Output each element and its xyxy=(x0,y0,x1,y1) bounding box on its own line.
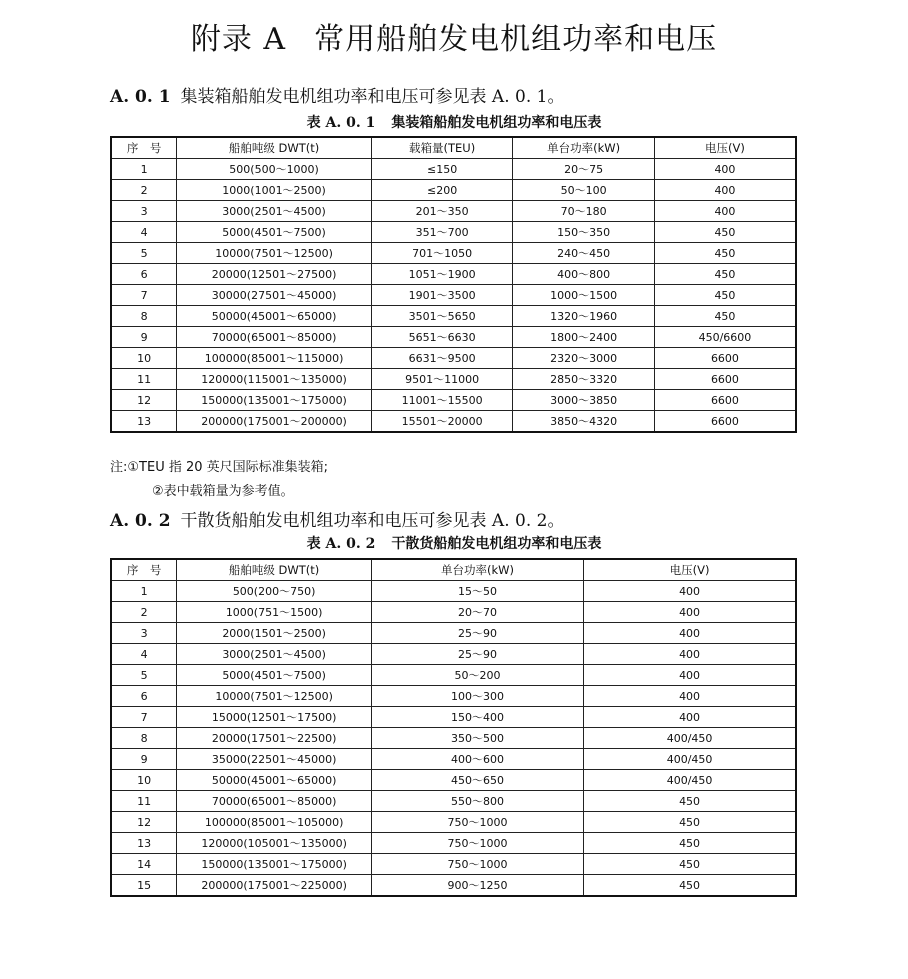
table-cell: 400～600 xyxy=(371,749,583,770)
table-row xyxy=(111,222,796,243)
table-cell: 6600 xyxy=(654,411,796,433)
table-cell: 3 xyxy=(111,623,177,644)
table-cell: 351～700 xyxy=(371,222,513,243)
table-cell: 25～90 xyxy=(371,623,583,644)
appendix-label: 附录 A xyxy=(190,22,287,57)
table-row xyxy=(111,644,796,665)
table-row xyxy=(111,833,796,854)
table-cell: 1 xyxy=(111,581,177,602)
section-number: A. 0. 2 xyxy=(110,511,171,531)
table-cell: 400 xyxy=(584,644,796,665)
table-cell: 100000(85001～115000) xyxy=(177,348,372,369)
table-cell: 3000～3850 xyxy=(513,390,655,411)
table-row xyxy=(111,201,796,222)
table-note-2: ②表中载箱量为参考值。 xyxy=(152,484,294,499)
table-cell: 70～180 xyxy=(513,201,655,222)
col-header: 船舶吨级 DWT(t) xyxy=(177,137,372,159)
table-cell: 8 xyxy=(111,728,177,749)
table-cell: 1800～2400 xyxy=(513,327,655,348)
table-cell: 2850～3320 xyxy=(513,369,655,390)
table-cell: 450 xyxy=(584,875,796,897)
table-cell: 25～90 xyxy=(371,644,583,665)
table-cell: 1000(751～1500) xyxy=(177,602,372,623)
table-cell: 6631～9500 xyxy=(371,348,513,369)
table-cell: 9501～11000 xyxy=(371,369,513,390)
table-cell: 10000(7501～12500) xyxy=(177,243,372,264)
table-row xyxy=(111,369,796,390)
table-row xyxy=(111,327,796,348)
col-header: 船舶吨级 DWT(t) xyxy=(177,559,372,581)
table-cell: 400/450 xyxy=(584,770,796,791)
table-cell: 10 xyxy=(111,348,177,369)
table-cell: 400 xyxy=(654,201,796,222)
table-cell: 400 xyxy=(584,602,796,623)
table-cell: 4 xyxy=(111,222,177,243)
table-cell: 701～1050 xyxy=(371,243,513,264)
section-number: A. 0. 1 xyxy=(110,87,171,107)
table-cell: 200000(175001～200000) xyxy=(177,411,372,433)
section-text: 干散货船舶发电机组功率和电压可参见表 A. 0. 2。 xyxy=(180,511,565,531)
table-cell: 450 xyxy=(654,285,796,306)
table-cell: 15～50 xyxy=(371,581,583,602)
table-cell: 50000(45001～65000) xyxy=(177,770,372,791)
table-cell: ≤200 xyxy=(371,180,513,201)
table-cell: 12 xyxy=(111,812,177,833)
table-cell: 6 xyxy=(111,264,177,285)
table-cell: 400 xyxy=(584,665,796,686)
table-row xyxy=(111,728,796,749)
table-cell: 20～75 xyxy=(513,159,655,180)
table-cell: 70000(65001～85000) xyxy=(177,327,372,348)
table-cell: 900～1250 xyxy=(371,875,583,897)
section-a02 xyxy=(110,506,564,531)
col-header: 电压(V) xyxy=(654,137,796,159)
section-a01 xyxy=(110,82,564,107)
appendix-title: 常用船舶发电机组功率和电压 xyxy=(314,22,718,57)
table-row xyxy=(111,306,796,327)
table-cell: 150000(135001～175000) xyxy=(177,854,372,875)
table-cell: 450 xyxy=(584,791,796,812)
table-cell: 1000(1001～2500) xyxy=(177,180,372,201)
table-cell: 150～350 xyxy=(513,222,655,243)
table-row xyxy=(111,854,796,875)
table-cell: 3000(2501～4500) xyxy=(177,201,372,222)
table-cell: 400/450 xyxy=(584,728,796,749)
table-row xyxy=(111,159,796,180)
table-cell: 150～400 xyxy=(371,707,583,728)
caption-text: 干散货船舶发电机组功率和电压表 xyxy=(391,536,602,552)
table-row xyxy=(111,348,796,369)
table-cell: 400 xyxy=(584,686,796,707)
table-cell: 240～450 xyxy=(513,243,655,264)
table-cell: 7 xyxy=(111,707,177,728)
table-cell: 400 xyxy=(654,159,796,180)
col-header: 载箱量(TEU) xyxy=(371,137,513,159)
table-cell: 1320～1960 xyxy=(513,306,655,327)
table-cell: 120000(105001～135000) xyxy=(177,833,372,854)
table-cell: 30000(27501～45000) xyxy=(177,285,372,306)
table-cell: 5 xyxy=(111,243,177,264)
table-row xyxy=(111,411,796,433)
table-cell: 400～800 xyxy=(513,264,655,285)
table-row xyxy=(111,770,796,791)
table-row xyxy=(111,875,796,897)
table-cell: 11001～15500 xyxy=(371,390,513,411)
table-cell: ≤150 xyxy=(371,159,513,180)
table-cell: 10000(7501～12500) xyxy=(177,686,372,707)
table-row xyxy=(111,665,796,686)
table-cell: 1901～3500 xyxy=(371,285,513,306)
table-cell: 15000(12501～17500) xyxy=(177,707,372,728)
table-cell: 500(500～1000) xyxy=(177,159,372,180)
table-cell: 750～1000 xyxy=(371,854,583,875)
table-cell: 201～350 xyxy=(371,201,513,222)
table-cell: 1051～1900 xyxy=(371,264,513,285)
table-cell: 8 xyxy=(111,306,177,327)
table-row xyxy=(111,707,796,728)
table-row xyxy=(111,623,796,644)
table-cell: 9 xyxy=(111,327,177,348)
table-cell: 550～800 xyxy=(371,791,583,812)
table-cell: 450 xyxy=(584,854,796,875)
table-cell: 12 xyxy=(111,390,177,411)
col-header: 序 号 xyxy=(111,137,177,159)
table-cell: 450 xyxy=(654,306,796,327)
col-header: 单台功率(kW) xyxy=(513,137,655,159)
table-cell: 7 xyxy=(111,285,177,306)
table-cell: 20000(12501～27500) xyxy=(177,264,372,285)
table-cell: 400 xyxy=(584,581,796,602)
table-note-1: 注:①TEU 指 20 英尺国际标准集装箱; xyxy=(110,460,329,475)
table-cell: 1000～1500 xyxy=(513,285,655,306)
table-cell: 450 xyxy=(654,264,796,285)
bulk-carrier-table xyxy=(110,558,797,897)
table-cell: 3850～4320 xyxy=(513,411,655,433)
table-cell: 500(200～750) xyxy=(177,581,372,602)
table-row xyxy=(111,581,796,602)
table-cell: 3000(2501～4500) xyxy=(177,644,372,665)
table1-caption xyxy=(0,112,908,132)
table-row xyxy=(111,285,796,306)
table-cell: 350～500 xyxy=(371,728,583,749)
table-row xyxy=(111,791,796,812)
table-row xyxy=(111,812,796,833)
table-cell: 50000(45001～65000) xyxy=(177,306,372,327)
table-cell: 50～200 xyxy=(371,665,583,686)
table-cell: 15 xyxy=(111,875,177,897)
table-cell: 6 xyxy=(111,686,177,707)
table-row xyxy=(111,749,796,770)
table-cell: 35000(22501～45000) xyxy=(177,749,372,770)
table-cell: 11 xyxy=(111,369,177,390)
table-cell: 450 xyxy=(584,812,796,833)
table-cell: 100～300 xyxy=(371,686,583,707)
table-cell: 14 xyxy=(111,854,177,875)
container-ship-table xyxy=(110,136,797,433)
table-row xyxy=(111,264,796,285)
table-header-row xyxy=(111,137,796,159)
table-cell: 5000(4501～7500) xyxy=(177,665,372,686)
table-cell: 13 xyxy=(111,411,177,433)
table-cell: 3501～5650 xyxy=(371,306,513,327)
table-cell: 750～1000 xyxy=(371,812,583,833)
table-cell: 450 xyxy=(584,833,796,854)
table-cell: 450 xyxy=(654,243,796,264)
table-cell: 1 xyxy=(111,159,177,180)
caption-text: 集装箱船舶发电机组功率和电压表 xyxy=(391,115,602,131)
table-cell: 450～650 xyxy=(371,770,583,791)
table-cell: 6600 xyxy=(654,369,796,390)
caption-number: 表 A. 0. 1 xyxy=(306,115,376,131)
col-header: 单台功率(kW) xyxy=(371,559,583,581)
table-cell: 2320～3000 xyxy=(513,348,655,369)
table-cell: 13 xyxy=(111,833,177,854)
table-cell: 400/450 xyxy=(584,749,796,770)
table-cell: 15501～20000 xyxy=(371,411,513,433)
table-row xyxy=(111,390,796,411)
table2-caption xyxy=(0,533,908,553)
table-row xyxy=(111,180,796,201)
page-title xyxy=(0,14,908,58)
table-cell: 10 xyxy=(111,770,177,791)
table-cell: 6600 xyxy=(654,348,796,369)
table-cell: 450 xyxy=(654,222,796,243)
table-cell: 6600 xyxy=(654,390,796,411)
table-cell: 20000(17501～22500) xyxy=(177,728,372,749)
table-cell: 750～1000 xyxy=(371,833,583,854)
table-row xyxy=(111,602,796,623)
table-row xyxy=(111,243,796,264)
col-header: 电压(V) xyxy=(584,559,796,581)
table-cell: 400 xyxy=(654,180,796,201)
table-cell: 9 xyxy=(111,749,177,770)
table-cell: 2000(1501～2500) xyxy=(177,623,372,644)
section-text: 集装箱船舶发电机组功率和电压可参见表 A. 0. 1。 xyxy=(180,87,565,107)
table-cell: 450/6600 xyxy=(654,327,796,348)
table-cell: 5000(4501～7500) xyxy=(177,222,372,243)
table-header-row xyxy=(111,559,796,581)
table-cell: 100000(85001～105000) xyxy=(177,812,372,833)
table-row xyxy=(111,686,796,707)
table-cell: 5 xyxy=(111,665,177,686)
table-cell: 3 xyxy=(111,201,177,222)
table-cell: 5651～6630 xyxy=(371,327,513,348)
table-cell: 150000(135001～175000) xyxy=(177,390,372,411)
table-cell: 2 xyxy=(111,602,177,623)
table-cell: 4 xyxy=(111,644,177,665)
table-cell: 120000(115001～135000) xyxy=(177,369,372,390)
table-cell: 200000(175001～225000) xyxy=(177,875,372,897)
table-cell: 70000(65001～85000) xyxy=(177,791,372,812)
table-cell: 50～100 xyxy=(513,180,655,201)
table-cell: 400 xyxy=(584,707,796,728)
table-cell: 20～70 xyxy=(371,602,583,623)
table-cell: 11 xyxy=(111,791,177,812)
caption-number: 表 A. 0. 2 xyxy=(306,536,376,552)
table-cell: 400 xyxy=(584,623,796,644)
table-cell: 2 xyxy=(111,180,177,201)
col-header: 序 号 xyxy=(111,559,177,581)
